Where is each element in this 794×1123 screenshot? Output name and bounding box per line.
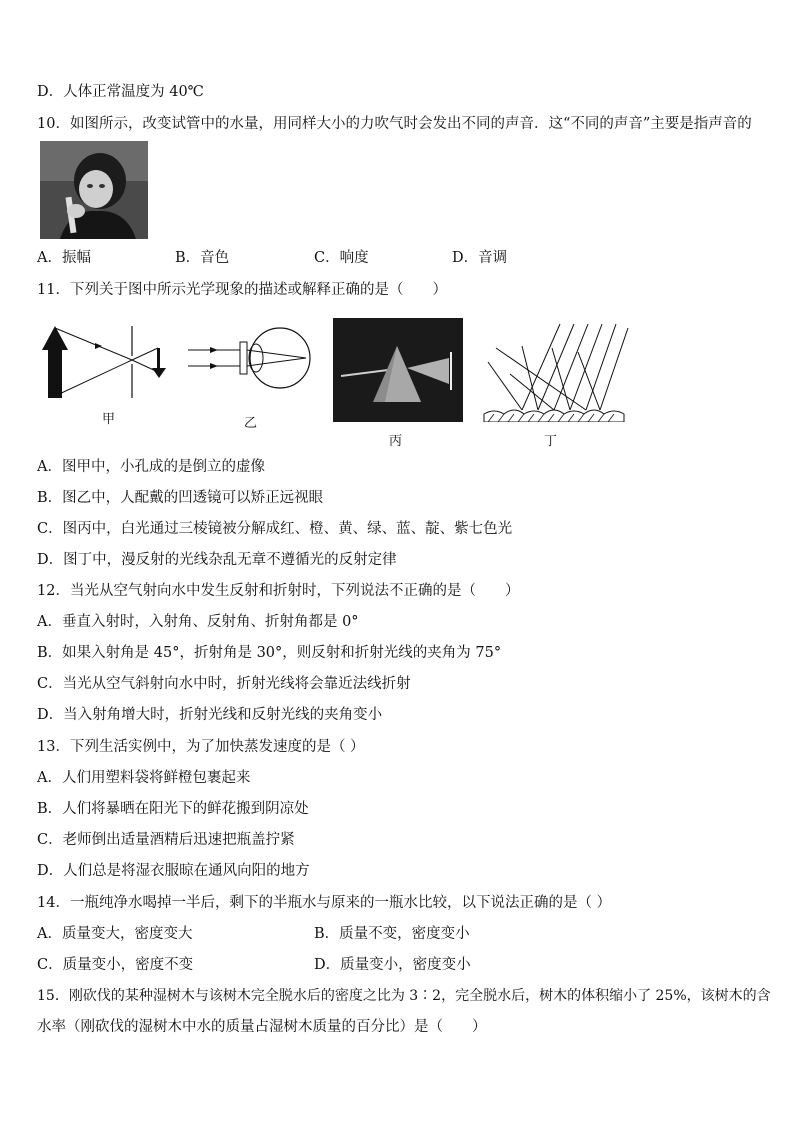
q9-option-d: D．人体正常温度为 40℃ <box>37 84 204 100</box>
q12-stem: 12．当光从空气射向水中发生反射和折射时，下列说法不正确的是（ ） <box>37 583 520 599</box>
q11-stem: 11．下列关于图中所示光学现象的描述或解释正确的是（ ） <box>37 282 447 298</box>
q10-stem: 10．如图所示，改变试管中的水量，用同样大小的力吹气时会发出不同的声音．这“不同的声音”主要是指声音的 <box>37 116 752 132</box>
q10-option-d: D．音调 <box>452 250 508 266</box>
q12-option-b: B．如果入射角是 45°，折射角是 30°，则反射和折射光线的夹角为 75° <box>37 645 502 661</box>
q14-option-d: D．质量变小，密度变小 <box>314 957 471 973</box>
q11-option-d: D．图丁中，漫反射的光线杂乱无章不遵循光的反射定律 <box>37 552 397 568</box>
q11-option-a: A．图甲中，小孔成的是倒立的虚像 <box>37 459 265 475</box>
q14-option-c: C．质量变小，密度不变 <box>37 957 194 973</box>
figure-label-yi: 乙 <box>244 416 258 431</box>
figure-label-bing: 丙 <box>389 434 403 449</box>
q12-option-c: C．当光从空气斜射向水中时，折射光线将会靠近法线折射 <box>37 676 411 692</box>
figure-jia-pinhole <box>40 318 170 428</box>
q12-option-d: D．当入射角增大时，折射光线和反射光线的夹角变小 <box>37 707 383 723</box>
figure-label-jia: 甲 <box>102 412 116 427</box>
q13-stem: 13．下列生活实例中，为了加快蒸发速度的是（ ） <box>37 739 365 755</box>
q14-option-a: A．质量变大，密度变大 <box>37 926 193 942</box>
q14-option-b: B．质量不变，密度变小 <box>314 926 470 942</box>
figure-yi-eye-lens <box>188 318 318 431</box>
q10-option-a: A．振幅 <box>37 250 91 266</box>
figure-bing-prism <box>333 318 463 449</box>
q14-stem: 14．一瓶纯净水喝掉一半后，剩下的半瓶水与原来的一瓶水比较，以下说法正确的是（ ） <box>37 895 612 911</box>
q11-option-b: B．图乙中，人配戴的凹透镜可以矫正远视眼 <box>37 490 324 506</box>
q11-option-c: C．图丙中，白光通过三棱镜被分解成红、橙、黄、绿、蓝、靛、紫七色光 <box>37 521 513 537</box>
figure-label-ding: 丁 <box>544 434 558 449</box>
figure-ding-diffuse-reflection <box>482 318 632 449</box>
q13-option-a: A．人们用塑料袋将鲜橙包裹起来 <box>37 770 251 786</box>
q13-option-d: D．人们总是将湿衣服晾在通风向阳的地方 <box>37 863 310 879</box>
q15-stem-line2: 水率（刚砍伐的湿树木中水的质量占湿树木质量的百分比）是（ ） <box>37 1019 487 1035</box>
q10-photo-girl-blowing-test-tube <box>40 141 148 239</box>
q13-option-b: B．人们将暴晒在阳光下的鲜花搬到阴凉处 <box>37 801 309 817</box>
q10-option-b: B．音色 <box>175 250 230 266</box>
q15-stem-line1: 15．刚砍伐的某种湿树木与该树木完全脱水后的密度之比为 3∶2，完全脱水后，树木的体积缩小了 25%，该树木的含 <box>37 988 771 1004</box>
q10-option-c: C．响度 <box>314 250 369 266</box>
q12-option-a: A．垂直入射时，入射角、反射角、折射角都是 0° <box>37 614 359 630</box>
q13-option-c: C．老师倒出适量酒精后迅速把瓶盖拧紧 <box>37 832 295 848</box>
